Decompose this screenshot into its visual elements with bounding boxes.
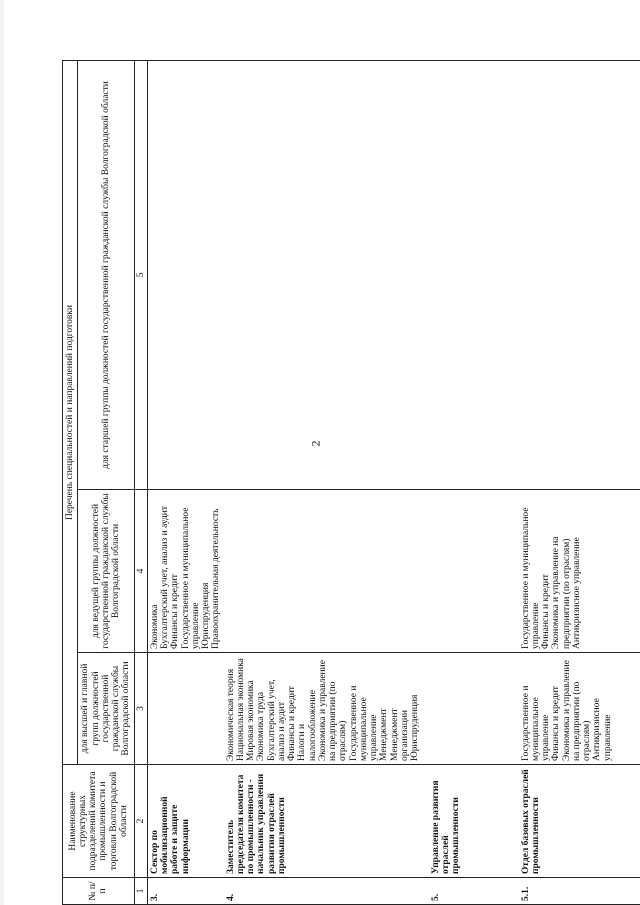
column-number: 1 — [134, 878, 147, 905]
specialties-lead — [224, 490, 429, 653]
specialties-lead — [147, 490, 223, 653]
table-body — [147, 61, 640, 905]
specialty-item: Финансы и кредит — [541, 574, 551, 649]
row-number: 3. — [147, 878, 223, 905]
specialty-item: Финансы и кредит — [170, 574, 181, 649]
column-number: 4 — [134, 490, 147, 653]
specialty-item: Экономика — [149, 604, 160, 649]
table-row — [429, 61, 519, 905]
scan-edge — [0, 0, 4, 905]
specialty-item: Национальная экономика — [235, 658, 246, 761]
header-num: № п/п — [63, 878, 135, 905]
specialty-item: Государственное и муниципальное управление — [520, 685, 551, 761]
department-name: Управление развития отраслей промышленности — [429, 765, 519, 878]
header-high: для высшей и главной групп должностей государственной гражданской службы Волгоградской области — [78, 653, 134, 765]
specialty-item: Экономика и управление на предприятии (по отраслям) — [317, 660, 349, 761]
specialty-item: Мировая экономика — [246, 680, 256, 761]
specialties-senior — [519, 61, 640, 490]
specialty-item: Антикризисное управление — [571, 537, 582, 649]
page-number: 2 — [308, 440, 323, 447]
header-name: Наименование структурных подразделений комитета промышленности и торговли Волгоградской области — [63, 765, 135, 878]
specialty-item: Государственное и муниципальное управление — [520, 507, 541, 649]
specialties-lead — [429, 490, 519, 653]
specialties-senior — [224, 61, 429, 490]
header-group: Перечень специальностей и направлений подготовки — [63, 61, 78, 765]
specialty-item: Экономическая теория — [225, 668, 236, 761]
specialty-item: Антикризисное управление — [592, 698, 613, 761]
specialty-item: Бухгалтерский учет, анализ и аудит — [266, 679, 287, 761]
specialty-item: Налоги и налогообложение — [297, 690, 318, 761]
specialty-item: Юриспруденция — [201, 582, 211, 649]
table-row — [224, 61, 429, 905]
specialty-item: Финансы и кредит — [551, 686, 562, 761]
specialties-high — [147, 653, 223, 765]
department-name: Заместитель председателя комитета по промышленности - начальник управления развития отраслей промышленности — [224, 765, 429, 878]
specialty-item: Государственное и муниципальное управление — [180, 507, 201, 649]
specialty-item: Менеджмент организации — [389, 708, 410, 761]
specialty-item: Правоохранительная деятельность — [211, 508, 222, 649]
specialty-item: Экономика труда — [256, 691, 267, 761]
specialties-high — [519, 653, 640, 765]
specialty-item: Бухгалтерский учет, анализ и аудит — [160, 505, 170, 649]
row-number: 4. — [224, 878, 429, 905]
specialties-senior — [147, 61, 223, 490]
specialties-table — [62, 60, 640, 905]
specialty-item: Экономика и управление на предприятии (по отраслям) — [551, 536, 572, 649]
row-number: 5.1. — [519, 878, 640, 905]
header-senior: для старшей группы должностей государственной гражданской службы Волгоградской области — [78, 61, 134, 490]
rotated-sheet — [62, 60, 613, 905]
department-name: Отдел базовых отраслей промышленности — [519, 765, 640, 878]
specialty-item: Менеджмент — [379, 708, 390, 761]
specialty-item: Финансы и кредит — [287, 686, 297, 761]
specialties-high — [224, 653, 429, 765]
specialties-lead — [519, 490, 640, 653]
table-row — [519, 61, 640, 905]
specialties-senior — [429, 61, 519, 490]
table-row — [147, 61, 223, 905]
column-number: 5 — [134, 61, 147, 490]
column-number: 3 — [134, 653, 147, 765]
department-name: Сектор по мобилизационной работе и защите информации — [147, 765, 223, 878]
specialties-high — [429, 653, 519, 765]
column-number: 2 — [134, 765, 147, 878]
specialty-item: Юриспруденция — [410, 694, 420, 761]
specialty-item: Экономика и управление на предприятии (по отраслям) — [561, 660, 592, 761]
row-number: 5. — [429, 878, 519, 905]
specialty-item: Государственное и муниципальное управление — [348, 685, 379, 761]
header-lead: для ведущей группы должностей государственной гражданской службы Волгоградской области — [78, 490, 134, 653]
